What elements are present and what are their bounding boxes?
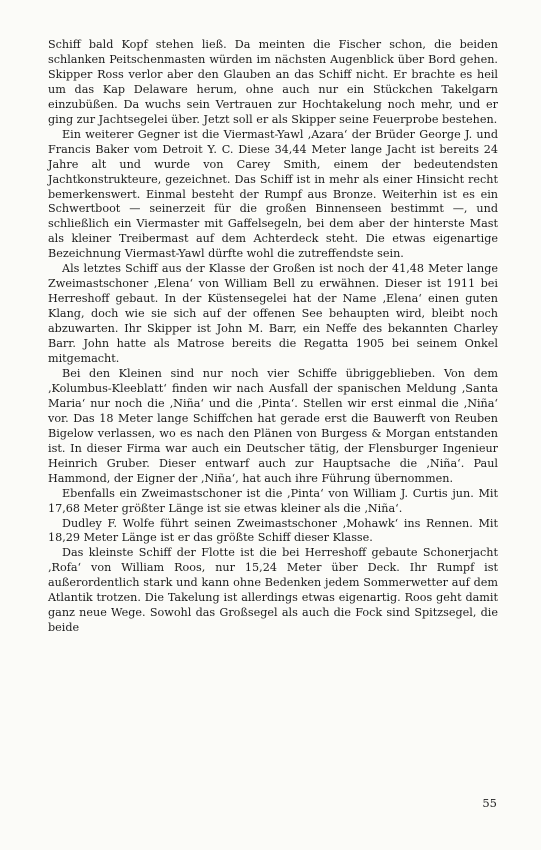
paragraph: Ebenfalls ein Zweimastschoner ist die ‚Pinta‘ von William J. Curtis jun. Mit 17,68 Meter größter Länge ist sie etwas kleiner als die ‚Niña‘.	[48, 486, 498, 515]
paragraph: Schiff bald Kopf stehen ließ. Da meinten die Fischer schon, die beiden schlanken Peitschenmasten würden im nächsten Augenblick über Bord gehen. Skipper Ross verlor aber den Glauben an das Schiff nicht. Er brachte es heil um das Kap Delaware herum, ohne auch nur ein Stückchen Takelgarn einzubüßen. Da wuchs sein Vertrauen zur Hochtakelung noch mehr, und er ging zur Jachtsegelei über. Jetzt soll er als Skipper seine Feuerprobe bestehen.	[48, 38, 498, 126]
paragraph: Ein weiterer Gegner ist die Viermast-Yawl ‚Azara‘ der Brüder George J. und Francis Baker vom Detroit Y. C. Diese 34,44 Meter lange Jacht ist bereits 24 Jahre alt und wurde von Carey Smith, einem der bedeutendsten Jachtkonstrukteure, gezeichnet. Das Schiff ist in mehr als einer Hinsicht recht bemerkenswert. Einmal besteht der Rumpf aus Bronze. Weiterhin ist es ein Schwertboot — seinerzeit für die großen Binnenseen bestimmt —, und schließlich ein Viermaster mit Gaffelsegeln, bei dem aber der hinterste Mast als kleiner Treibermast auf dem Achterdeck steht. Die etwas eigenartige Bezeichnung Viermast-Yawl dürfte wohl die zutreffendste sein.	[48, 127, 498, 261]
body-text	[48, 38, 498, 636]
paragraph: Bei den Kleinen sind nur noch vier Schiffe übriggeblieben. Von dem ‚Kolumbus-Kleeblatt‘ finden wir nach Ausfall der spanischen Meldung ‚Santa Maria‘ nur noch die ‚Niña‘ und die ‚Pinta‘. Stellen wir erst einmal die ‚Niña‘ vor. Das 18 Meter lange Schiffchen hat gerade erst die Bauwerft von Reuben Bigelow verlassen, wo es nach den Plänen von Burgess & Morgan entstanden ist. In dieser Firma war auch ein Deutscher tätig, der Flensburger Ingenieur Heinrich Gruber. Dieser entwarf auch zur Hauptsache die ‚Niña‘. Paul Hammond, der Eigner der ‚Niña‘, hat auch ihre Führung übernommen.	[48, 366, 498, 485]
paragraph: Als letztes Schiff aus der Klasse der Großen ist noch der 41,48 Meter lange Zweimastschoner ‚Elena‘ von William Bell zu erwähnen. Dieser ist 1911 bei Herreshoff gebaut. In der Küstensegelei hat der Name ‚Elena‘ einen guten Klang, doch wie sie sich auf der offenen See behaupten wird, bleibt noch abzuwarten. Ihr Skipper ist John M. Barr, ein Neffe des bekannten Charley Barr. John hatte als Matrose bereits die Regatta 1905 bei seinem Onkel mitgemacht.	[48, 262, 498, 366]
paragraph: Dudley F. Wolfe führt seinen Zweimastschoner ‚Mohawk‘ ins Rennen. Mit 18,29 Meter Länge ist er das größte Schiff dieser Klasse.	[48, 516, 498, 545]
page-number: 55	[482, 796, 497, 810]
paragraph: Das kleinste Schiff der Flotte ist die bei Herreshoff gebaute Schonerjacht ‚Rofa‘ von William Roos, nur 15,24 Meter über Deck. Ihr Rumpf ist außerordentlich stark und kann ohne Bedenken jedem Sommerwetter auf dem Atlantik trotzen. Die Takelung ist allerdings etwas eigenartig. Roos geht damit ganz neue Wege. Sowohl das Großsegel als auch die Fock sind Spitzsegel, die beide	[48, 546, 498, 635]
